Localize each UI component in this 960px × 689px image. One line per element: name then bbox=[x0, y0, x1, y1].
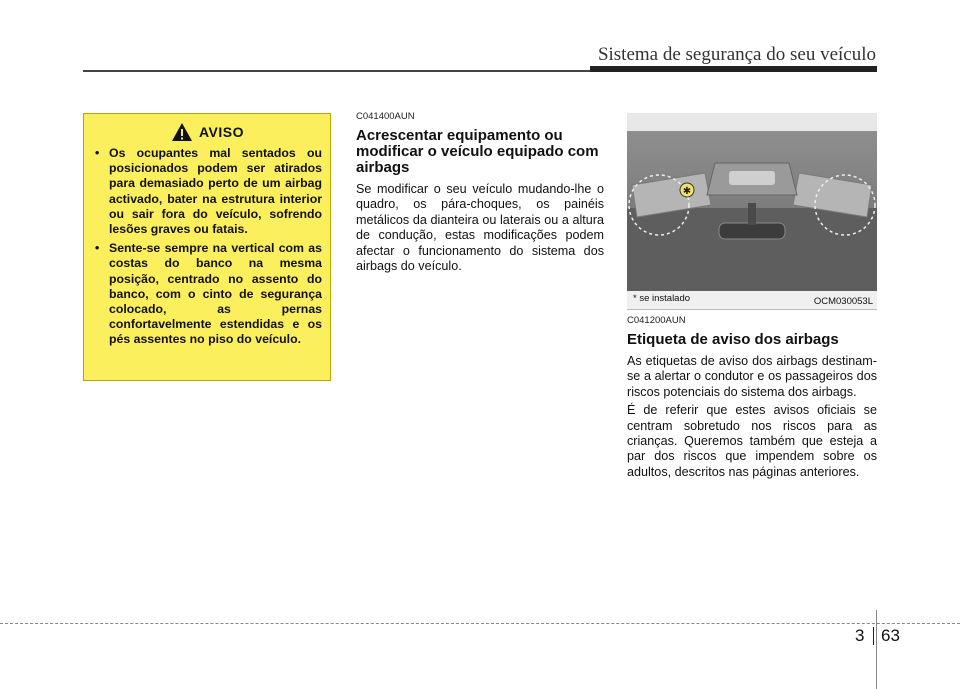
chapter-number: 3 bbox=[855, 626, 865, 645]
warning-item: • Sente-se sempre na vertical com as costas do banco na mesma posição, centrado no assento do banco, com o cinto de segurança colocado, as pernas confortavelmente estendidas e os pés assentes no piso do veículo. bbox=[93, 241, 322, 347]
warning-list bbox=[93, 146, 322, 348]
figure-caption: * se instalado bbox=[633, 293, 691, 304]
warning-item: • Os ocupantes mal sentados ou posicionados podem ser atirados para demasiado perto de um airbag activado, bater na estrutura interior ou sair fora do veículo, sofrendo lesões graves ou fatais. bbox=[93, 146, 322, 237]
footer-rule bbox=[0, 623, 960, 624]
section-heading: Etiqueta de aviso dos airbags bbox=[627, 331, 839, 348]
page-number: 63 bbox=[881, 626, 900, 645]
section-code: C041200AUN bbox=[627, 315, 686, 326]
section-body: Se modificar o seu veículo mudando-lhe o quadro, os pára-choques, os painéis metálicos da dianteira ou laterais ou a altura de condução, estas modificações podem afectar o funcionamento do sistema dos airbags do veículo. bbox=[356, 182, 604, 274]
warning-title: AVISO bbox=[198, 124, 245, 140]
warning-header bbox=[93, 122, 322, 142]
footer-vertical-rule bbox=[876, 610, 877, 689]
airbag-label-figure bbox=[627, 113, 877, 310]
header-rule-accent bbox=[590, 66, 877, 72]
section-airbag-labels bbox=[627, 315, 877, 483]
section-paragraph: É de referir que estes avisos oficiais se centram sobretudo nos riscos para as crianças. Queremos também que esteja a par dos riscos que impendem sobre os adultos, descritos nas páginas anteriores. bbox=[627, 403, 877, 479]
figure-code: OCM030053L bbox=[813, 296, 873, 307]
warning-box bbox=[83, 113, 331, 381]
section-code: C041400AUN bbox=[356, 111, 415, 122]
page-number-divider bbox=[873, 627, 874, 645]
page-header-title: Sistema de segurança do seu veículo bbox=[597, 44, 876, 65]
sun-visor-photo bbox=[627, 113, 877, 291]
section-modify-vehicle bbox=[356, 111, 604, 274]
section-paragraph: As etiquetas de aviso dos airbags destinam-se a alertar o condutor e os passageiros dos riscos potenciais do sistema dos airbags. bbox=[627, 354, 877, 399]
warning-triangle-icon bbox=[171, 122, 193, 142]
section-heading: Acrescentar equipamento ou modificar o veículo equipado com airbags bbox=[356, 127, 599, 176]
svg-text:✱: ✱ bbox=[682, 186, 692, 197]
